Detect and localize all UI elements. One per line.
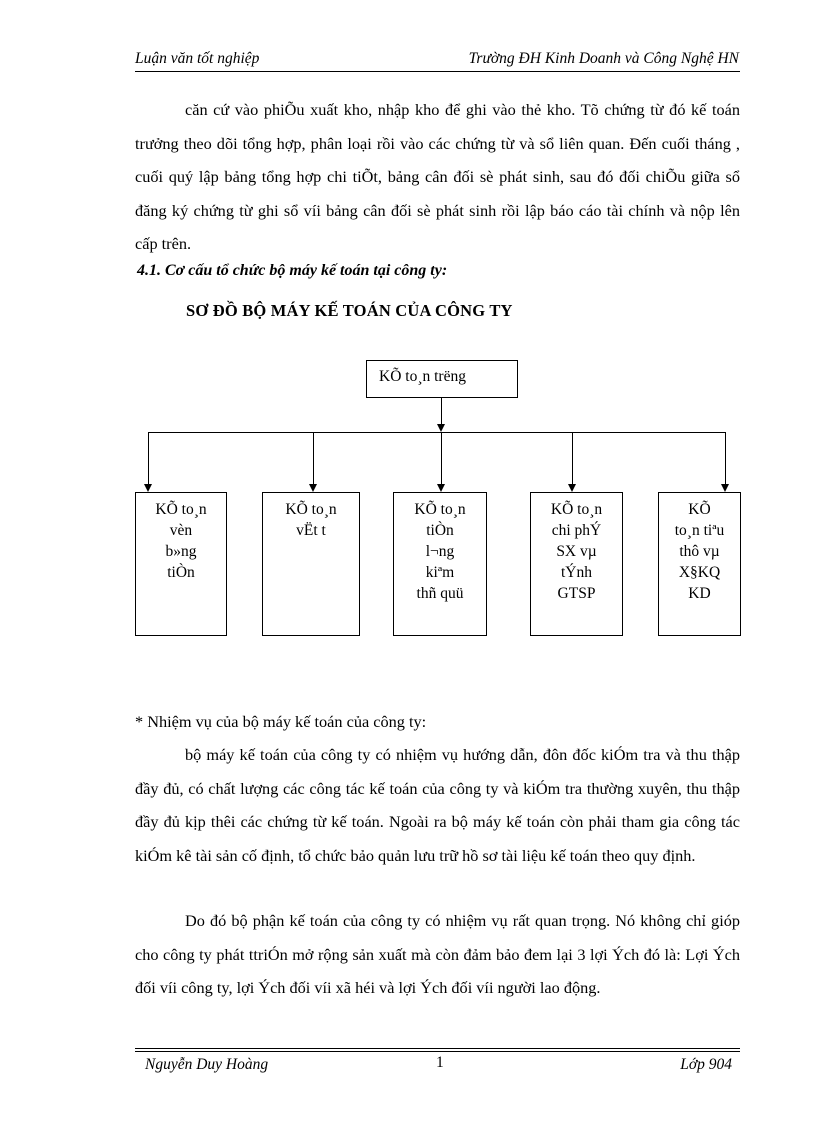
child-2-line-2: vËt t <box>296 522 326 539</box>
child-3-line-1: KÕ to¸n <box>414 501 466 518</box>
connector-root <box>441 398 442 424</box>
child-1-line-3: b»ng <box>165 543 197 560</box>
child-box-1 <box>135 492 227 636</box>
child-3-line-5: thñ quü <box>416 585 464 602</box>
child-box-5 <box>658 492 741 636</box>
connector-5 <box>725 432 726 485</box>
child-5-line-1: KÕ <box>688 501 711 518</box>
arrow-5 <box>721 484 729 492</box>
child-2-line-1: KÕ to¸n <box>285 501 337 518</box>
child-1-line-1: KÕ to¸n <box>155 501 207 518</box>
child-4-line-4: tÝnh <box>561 564 592 581</box>
footer-rule-bottom <box>135 1051 740 1052</box>
child-4-line-3: SX vµ <box>556 543 597 560</box>
child-4-line-5: GTSP <box>557 585 596 602</box>
connector-1 <box>148 432 149 485</box>
child-box-3 <box>393 492 487 636</box>
arrow-4 <box>568 484 576 492</box>
arrow-3 <box>437 484 445 492</box>
header-right: Trường ĐH Kinh Doanh và Công Nghệ HN <box>468 50 739 67</box>
arrow-1 <box>144 484 152 492</box>
footer-rule-top <box>135 1048 740 1049</box>
paragraph-importance: Do đó bộ phận kế toán của công ty có nhiệm vụ rất quan trọng. Nó không chỉ gióp cho công ty phát ttriÓn mở rộng sản xuất mà còn đảm bảo đem lại 3 lợi Ých đó là: Lợi Ých đối víi công ty, lợi Ých đối víi xã héi và lợi Ých đối víi người lao động. <box>135 911 740 997</box>
section-heading: 4.1. Cơ cấu tổ chức bộ máy kế toán tại công ty: <box>137 262 448 279</box>
child-5-line-5: KD <box>688 585 711 602</box>
connector-4 <box>572 432 573 485</box>
child-box-4 <box>530 492 623 636</box>
child-4-line-2: chi phÝ <box>551 522 602 539</box>
child-3-line-2: tiÒn <box>426 522 454 539</box>
root-label: KÕ to¸n trëng <box>379 368 466 385</box>
connector-2 <box>313 432 314 485</box>
paragraph-duties: bộ máy kế toán của công ty có nhiệm vụ hướng dẫn, đôn đốc kiÓm tra và thu thập đầy đủ, có chất lượng các công tác kế toán của công ty và kiÓm tra thường xuyên, thu thập đầy đủ kịp thêi các chứng từ kế toán. Ngoài ra bộ máy kế toán còn phải tham gia công tác kiÓm kê tài sản cố định, tổ chức bảo quản lưu trữ hồ sơ tài liệu kế toán theo quy định. <box>135 745 740 865</box>
child-5-line-4: X§KQ <box>678 564 721 581</box>
arrow-2 <box>309 484 317 492</box>
child-3-line-4: kiªm <box>425 564 455 581</box>
root-arrow <box>437 424 445 432</box>
footer-class: Lớp 904 <box>680 1056 732 1073</box>
connector-3 <box>441 432 442 485</box>
paragraph-intro: căn cứ vào phiÕu xuất kho, nhập kho để ghi vào thẻ kho. Tõ chứng từ đó kế toán trưởng theo dõi tổng hợp, phân loại rồi vào các chứng từ và sổ liên quan. Đến cuối tháng , cuối quý lập bảng tổng hợp chi tiÕt, bảng cân đối sè phát sinh, sau đó đối chiÕu giữa sổ đăng ký chứng từ ghi sổ víi bảng cân đối sè phát sinh rồi lập báo cáo tài chính và nộp lên cấp trên. <box>135 100 740 253</box>
header-rule <box>135 71 740 72</box>
diagram-title: SƠ ĐỒ BỘ MÁY KẾ TOÁN CỦA CÔNG TY <box>186 301 513 320</box>
footer-author: Nguyễn Duy Hoàng <box>145 1056 269 1073</box>
child-5-line-2: to¸n tiªu <box>674 522 725 539</box>
header-left: Luận văn tốt nghiệp <box>135 50 260 67</box>
child-5-line-3: thô vµ <box>679 543 720 560</box>
duty-heading: * Nhiệm vụ của bộ máy kế toán của công ty: <box>135 712 427 731</box>
page-number: 1 <box>436 1054 444 1071</box>
child-1-line-4: tiÒn <box>167 564 195 581</box>
root-box <box>366 360 518 398</box>
child-4-line-1: KÕ to¸n <box>550 501 603 518</box>
connector-bus <box>148 432 726 433</box>
child-3-line-3: l¬ng <box>425 543 455 560</box>
child-box-2 <box>262 492 360 636</box>
child-1-line-2: vèn <box>169 522 193 539</box>
